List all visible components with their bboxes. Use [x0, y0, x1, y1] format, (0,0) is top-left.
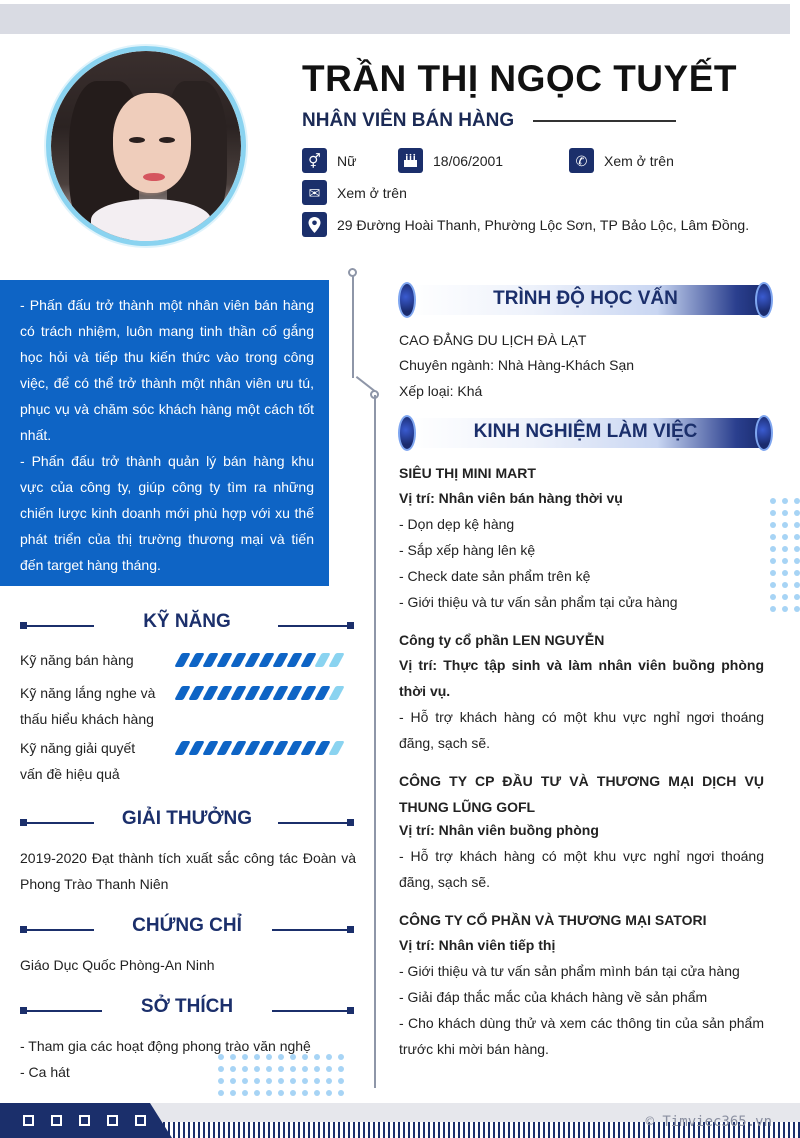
dot — [302, 1054, 308, 1060]
gender-value: Nữ — [337, 152, 357, 169]
dot — [794, 570, 800, 576]
dot — [326, 1066, 332, 1072]
dot — [326, 1090, 332, 1096]
timeline-line — [374, 395, 376, 1088]
dot — [254, 1066, 260, 1072]
dot — [254, 1078, 260, 1084]
company-name: SIÊU THỊ MINI MART — [399, 465, 536, 481]
dot — [266, 1078, 272, 1084]
dot — [794, 558, 800, 564]
certificates-text: Giáo Dục Quốc Phòng-An Ninh — [20, 957, 215, 973]
awards-heading — [20, 808, 354, 838]
top-banner — [0, 4, 790, 34]
dot — [266, 1090, 272, 1096]
job-duty: - Hỗ trợ khách hàng có một khu vực nghỉ ngơi thoáng đãng, sạch sẽ. — [399, 709, 764, 751]
decorative-dots — [218, 1054, 344, 1096]
dot — [314, 1054, 320, 1060]
location-icon — [302, 212, 327, 237]
dot — [782, 582, 788, 588]
dot — [794, 510, 800, 516]
dot — [218, 1066, 224, 1072]
objective-paragraph: - Phấn đấu trở thành quản lý bán hàng khu vực của công ty, giúp công ty tìm ra những chiến lược kinh doanh mới phù hợp với xu thế phát triển của thị trường thương mại và tiến đến target hàng tháng. — [20, 453, 314, 573]
company-name: CÔNG TY CP ĐẦU TƯ VÀ THƯƠNG MẠI DỊCH VỤ THUNG LŨNG GOFL — [399, 773, 764, 815]
education-heading — [398, 282, 773, 318]
dot — [338, 1066, 344, 1072]
skill-level-bar — [178, 741, 348, 755]
awards-text: 2019-2020 Đạt thành tích xuất sắc công tác Đoàn và Phong Trào Thanh Niên — [20, 850, 356, 892]
experience-heading — [398, 415, 773, 451]
hobbies-title: SỞ THÍCH — [140, 996, 234, 1017]
career-objective — [0, 280, 329, 586]
dot — [338, 1054, 344, 1060]
cake-icon — [398, 148, 423, 173]
watermark: © Timviec365.vn — [645, 1114, 772, 1130]
dot — [230, 1054, 236, 1060]
dot — [290, 1078, 296, 1084]
gender-icon: ⚥ — [302, 148, 327, 173]
skills-title: KỸ NĂNG — [143, 611, 231, 632]
dot — [782, 606, 788, 612]
dot — [278, 1054, 284, 1060]
dot — [278, 1090, 284, 1096]
dot — [242, 1054, 248, 1060]
dot — [782, 546, 788, 552]
dot — [782, 558, 788, 564]
skill-segment — [328, 653, 344, 667]
dot — [302, 1090, 308, 1096]
dot — [338, 1090, 344, 1096]
job-duty: - Hỗ trợ khách hàng có một khu vực nghỉ ngơi thoáng đãng, sạch sẽ. — [399, 848, 764, 890]
candidate-name: TRẦN THỊ NGỌC TUYẾT — [302, 58, 737, 99]
dot — [770, 546, 776, 552]
skill-segment — [328, 686, 344, 700]
dot — [782, 534, 788, 540]
dot — [230, 1090, 236, 1096]
job-position: Vị trí: Nhân viên buồng phòng — [399, 822, 599, 838]
footer-square — [135, 1115, 146, 1126]
hobby-item: - Ca hát — [20, 1064, 70, 1080]
gender-info — [302, 148, 356, 173]
dot — [326, 1054, 332, 1060]
birthday-info — [398, 148, 503, 173]
dot — [218, 1078, 224, 1084]
dot — [794, 498, 800, 504]
dot — [770, 498, 776, 504]
birthday-value: 18/06/2001 — [433, 152, 504, 169]
hobbies-heading — [20, 996, 354, 1026]
phone-value: Xem ở trên — [604, 152, 674, 169]
decorative-dots — [770, 498, 800, 612]
dot — [314, 1078, 320, 1084]
job-position: Vị trí: Nhân viên tiếp thị — [399, 937, 556, 953]
dot — [338, 1078, 344, 1084]
footer-square — [79, 1115, 90, 1126]
job-title: NHÂN VIÊN BÁN HÀNG — [302, 110, 515, 131]
dot — [242, 1090, 248, 1096]
email-info — [302, 180, 407, 205]
job-duty: - Giải đáp thắc mắc của khách hàng về sản phẩm — [399, 989, 708, 1005]
dot — [218, 1090, 224, 1096]
dot — [770, 606, 776, 612]
skill-level-bar — [178, 653, 348, 667]
dot — [782, 594, 788, 600]
dot — [770, 510, 776, 516]
footer-square — [51, 1115, 62, 1126]
education-major: Chuyên ngành: Nhà Hàng-Khách Sạn — [399, 357, 635, 373]
education-school: CAO ĐẲNG DU LỊCH ĐÀ LẠT — [399, 332, 587, 348]
dot — [242, 1078, 248, 1084]
certificates-title: CHỨNG CHỈ — [132, 915, 242, 936]
job-duty: - Cho khách dùng thử và xem các thông tin của sản phẩm trước khi mời bán hàng. — [399, 1015, 764, 1057]
dot — [230, 1066, 236, 1072]
education-grade: Xếp loại: Khá — [399, 383, 483, 399]
address-info — [302, 212, 749, 237]
education-title: TRÌNH ĐỘ HỌC VẤN — [493, 288, 678, 309]
awards-title: GIẢI THƯỞNG — [121, 808, 253, 829]
dot — [782, 570, 788, 576]
phone-icon: ✆ — [569, 148, 594, 173]
phone-info — [569, 148, 674, 173]
job-duty: - Sắp xếp hàng lên kệ — [399, 542, 536, 558]
dot — [326, 1078, 332, 1084]
skill-label: Kỹ năng lắng nghe và — [20, 685, 156, 701]
dot — [770, 594, 776, 600]
hobby-item: - Tham gia các hoạt động phong trào văn nghệ — [20, 1038, 311, 1054]
job-duty: - Dọn dẹp kệ hàng — [399, 516, 515, 532]
dot — [278, 1078, 284, 1084]
job-position: Vị trí: Thực tập sinh và làm nhân viên buồng phòng thời vụ. — [399, 657, 764, 699]
dot — [230, 1078, 236, 1084]
dot — [770, 534, 776, 540]
mail-icon: ✉ — [302, 180, 327, 205]
dot — [266, 1054, 272, 1060]
dot — [782, 498, 788, 504]
job-position: Vị trí: Nhân viên bán hàng thời vụ — [399, 490, 623, 506]
dot — [782, 522, 788, 528]
dot — [794, 582, 800, 588]
dot — [266, 1066, 272, 1072]
dot — [290, 1066, 296, 1072]
timeline-dot — [348, 268, 357, 277]
skills-heading — [20, 611, 354, 641]
dot — [302, 1078, 308, 1084]
dot — [218, 1054, 224, 1060]
skill-level-bar — [178, 686, 348, 700]
dot — [314, 1066, 320, 1072]
skill-label: Kỹ năng giải quyết — [20, 740, 136, 756]
dot — [302, 1066, 308, 1072]
address-value: 29 Đường Hoài Thanh, Phường Lộc Sơn, TP Bảo Lộc, Lâm Đồng. — [337, 216, 750, 233]
dot — [794, 546, 800, 552]
certificates-heading — [20, 915, 354, 945]
dot — [290, 1090, 296, 1096]
profile-photo — [46, 46, 246, 246]
dot — [794, 534, 800, 540]
dot — [794, 594, 800, 600]
company-name: CÔNG TY CỔ PHẦN VÀ THƯƠNG MẠI SATORI — [399, 912, 707, 928]
footer-square — [23, 1115, 34, 1126]
dot — [314, 1090, 320, 1096]
dot — [254, 1054, 260, 1060]
dot — [770, 570, 776, 576]
dot — [794, 522, 800, 528]
dot — [794, 606, 800, 612]
dot — [242, 1066, 248, 1072]
experience-title: KINH NGHIỆM LÀM VIỆC — [473, 421, 698, 442]
skill-label: Kỹ năng bán hàng — [20, 652, 134, 668]
dot — [770, 522, 776, 528]
company-name: Công ty cổ phần LEN NGUYỄN — [399, 632, 605, 648]
job-duty: - Check date sản phẩm trên kệ — [399, 568, 591, 584]
title-divider — [533, 120, 676, 122]
timeline-line — [352, 270, 354, 378]
email-value: Xem ở trên — [337, 184, 407, 201]
skill-segment — [328, 741, 344, 755]
dot — [770, 558, 776, 564]
job-duty: - Giới thiệu và tư vấn sản phẩm tại cửa hàng — [399, 594, 678, 610]
dot — [782, 510, 788, 516]
dot — [278, 1066, 284, 1072]
dot — [770, 582, 776, 588]
objective-paragraph: - Phấn đấu trở thành một nhân viên bán hàng có trách nhiệm, luôn mang tinh thần cố gắng học hỏi và tiếp thu kiến thức vào trong công việc, để có thể trở thành một nhân viên ưu tú, phục vụ và chăm sóc khách hàng một cách tốt nhất. — [20, 297, 314, 443]
job-duty: - Giới thiệu và tư vấn sản phẩm mình bán tại cửa hàng — [399, 963, 740, 979]
skill-label: thấu hiểu khách hàng — [20, 711, 154, 727]
skill-label: vấn đề hiệu quả — [20, 766, 120, 782]
dot — [290, 1054, 296, 1060]
dot — [254, 1090, 260, 1096]
footer-square — [107, 1115, 118, 1126]
